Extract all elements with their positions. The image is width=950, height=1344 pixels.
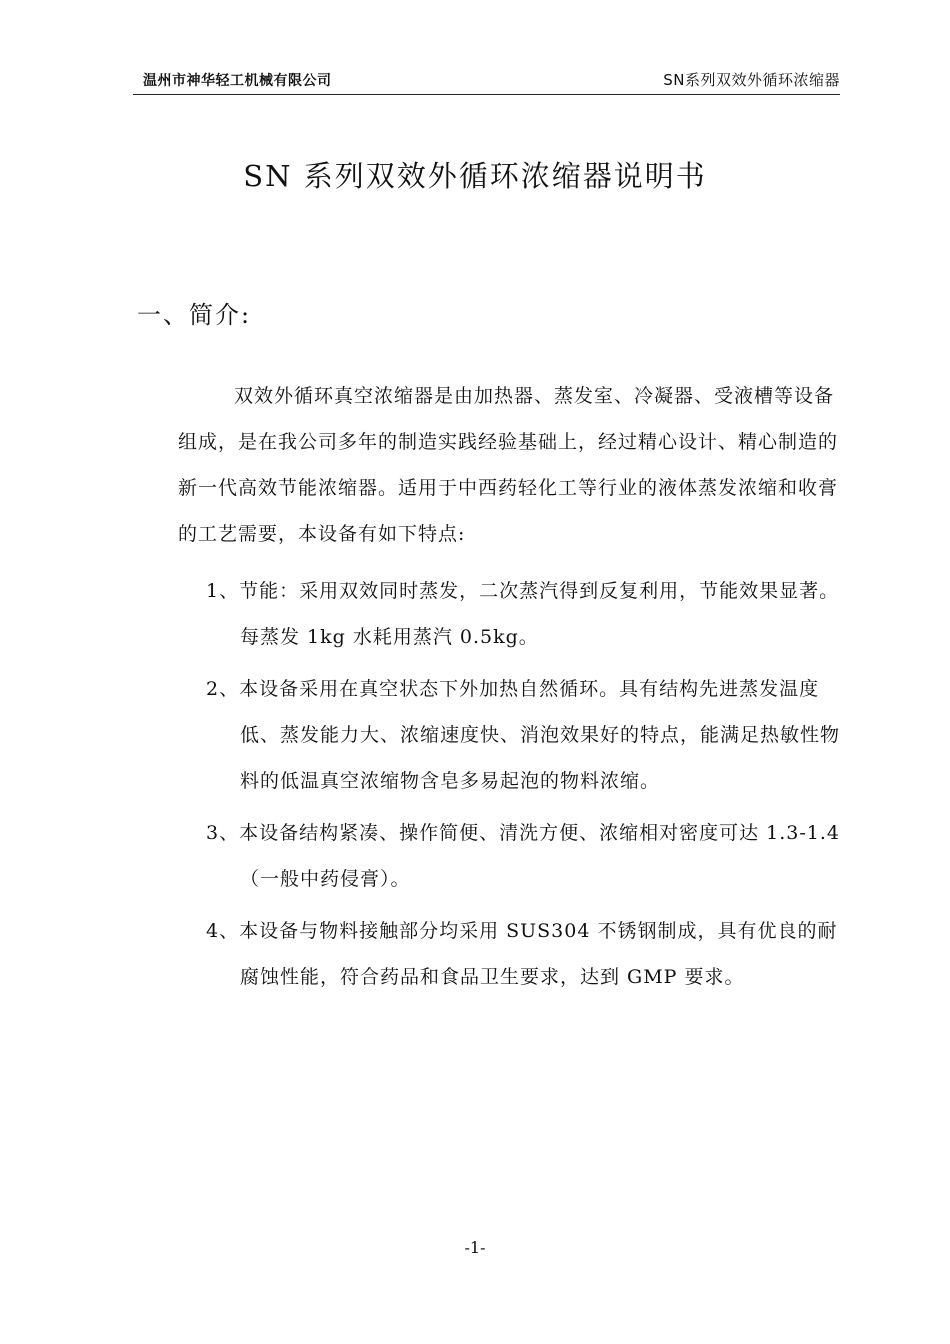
header-company-name: 温州市神华轻工机械有限公司 (143, 73, 332, 89)
feature-item-3: 3、本设备结构紧凑、操作简便、清洗方便、浓缩相对密度可达 1.3-1.4（一般中药侵膏）。 (206, 822, 840, 890)
feature-item-1: 1、节能：采用双效同时蒸发，二次蒸汽得到反复利用，节能效果显著。每蒸发 1kg 水耗用蒸汽 0.5kg。 (206, 580, 840, 648)
header-product-name: SN系列双效外循环浓缩器 (663, 71, 840, 89)
page-number: -1- (464, 1238, 486, 1257)
intro-paragraph: 双效外循环真空浓缩器是由加热器、蒸发室、冷凝器、受液槽等设备组成，是在我公司多年的制造实践经验基础上，经过精心设计、精心制造的新一代高效节能浓缩器。适用于中西药轻化工等行业的液体蒸发浓缩和收膏的工艺需要，本设备有如下特点: (178, 385, 839, 545)
page-header (133, 66, 840, 95)
feature-item-4: 4、本设备与物料接触部分均采用 SUS304 不锈钢制成，具有优良的耐腐蚀性能，符合药品和食品卫生要求，达到 GMP 要求。 (206, 920, 838, 988)
document-title: SN 系列双效外循环浓缩器说明书 (243, 159, 707, 193)
feature-list (206, 568, 846, 1006)
feature-item-2: 2、本设备采用在真空状态下外加热自然循环。具有结构先进蒸发温度低、蒸发能力大、浓缩速度快、消泡效果好的特点，能满足热敏性物料的低温真空浓缩物含皂多易起泡的物料浓缩。 (206, 678, 841, 792)
section-heading-introduction: 一、简介: (137, 301, 252, 329)
